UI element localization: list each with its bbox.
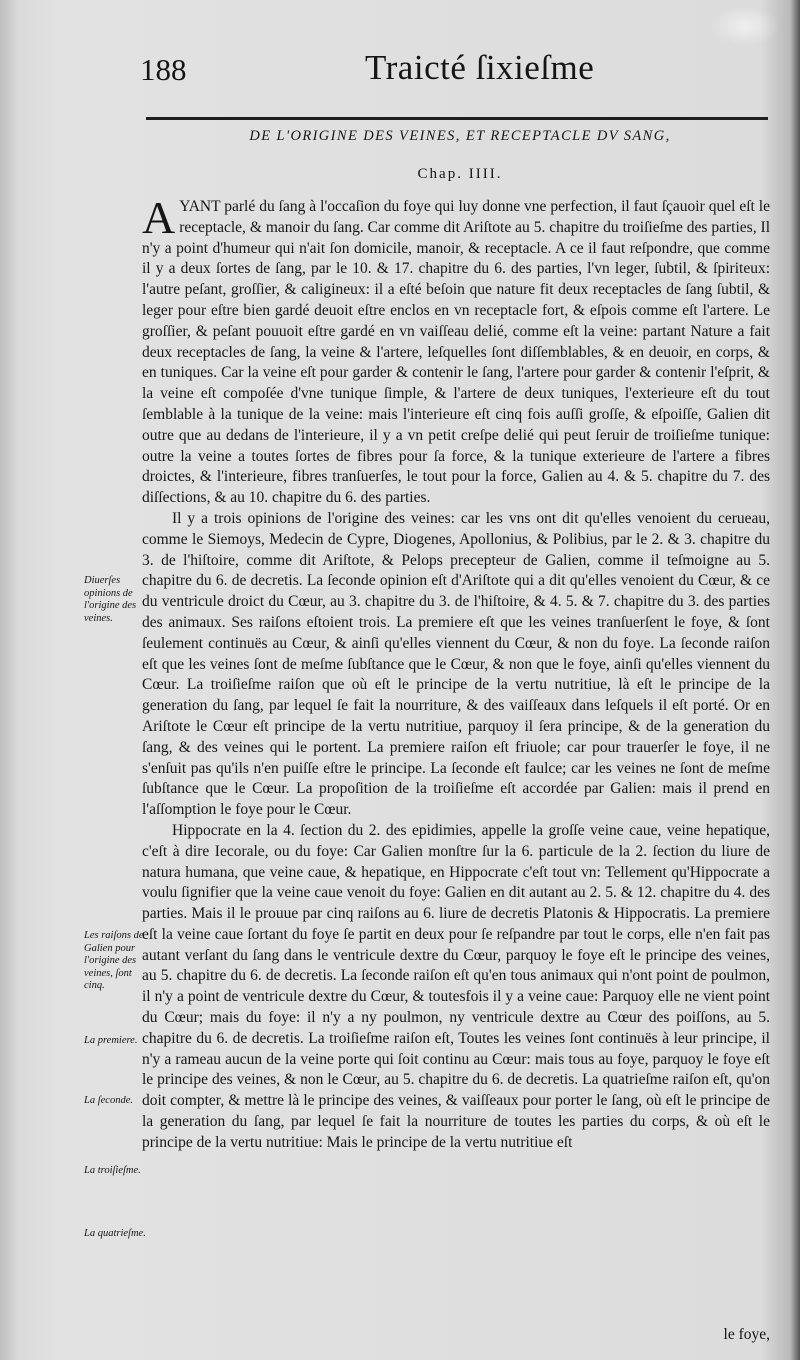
margin-note: La ſeconde. xyxy=(84,1095,133,1106)
chapter-heading: Chap. IIII. xyxy=(417,166,503,182)
paragraph-text: YANT parlé du ſang à l'occaſion du foye qui luy donne vne perfection, il faut ſçauoir quel eſt le receptacle, & manoir du ſang. Car comme dit Ariſtote au 5. chapitre du troiſieſme des parties, Il n'y a point d'humeur qui n'ait ſon domicile, manoir, & receptacle. A ce il faut reſpondre, que comme il y a deux ſortes de ſang, par le 10. & 17. chapitre du 6. des parties, l'vn leger, ſubtil, & ſpiriteux: l'autre peſant, groſſier, & caligineux: il a eſté beſoin que nature fit deux receptacles de ſang ſubtil, & leger pour eſtre bien gardé deuoit eſtre enclos en vn receptacle fort, & eſpois comme eſt l'artere. Le groſſier, & peſant pouuoit eſtre gardé en vn vaiſſeau delié, comme eſt la veine: partant Nature a fait deux receptacles de ſang, la veine & l'artere, leſquelles ſont diſſemblables, & en deuoir, en corps, & en tuniques. Car la veine eſt pour garder & contenir le ſang, l'artere pour garder & contenir l'eſprit, & la veine eſt compoſée d'vne tunique ſimple, & l'artere de deux tuniques, l'exterieure eſt du tout ſemblable à la tunique de la veine: mais l'interieure eſt cinq fois auſſi groſſe, & eſpoiſſe, Galien dit outre que au dedans de l'interieure, il y a vn petit creſpe delié qui peut ſeruir de troiſieſme tunique: outre la veine a toutes ſortes de fibres pour ſa force, & la tunique exterieure de l'artere a fibres droictes, & l'interieure, fibres tranſuerſes, le tout pour la force, Galien au 4. & 5. chapitre du 7. des diſſections, & au 10. chapitre du 6. des parties. xyxy=(142,198,770,507)
paragraph xyxy=(142,192,770,509)
paper-stain xyxy=(710,6,780,46)
section-heading: DE L'ORIGINE DES VEINES, ET RECEPTACLE DV SANG, xyxy=(249,128,671,144)
margin-note: La troiſieſme. xyxy=(84,1165,141,1176)
running-title: Traicté ſixieſme xyxy=(365,48,595,87)
margin-note: Diuerſes opinions de l'origine des veines. xyxy=(84,575,137,624)
page-header xyxy=(140,48,760,102)
paragraph: Il y a trois opinions de l'origine des veines: car les vns ont dit qu'elles venoient du cerueau, comme le Siemoys, Medecin de Cypre, Diogenes, Apollonius, & Polibius, par le 2. & 3. chapitre du 3. de l'hiſtoire, comme dit Ariſtote, & Pelops precepteur de Galien, comme il teſmoigne au 5. chapitre du 6. de decretis. La ſeconde opinion eſt d'Ariſtote qui a dit qu'elles venoient du Cœur, & ce du ventricule droict du Cœur, au 3. chapitre du 3. de l'hiſtoire, & 4. 5. & 7. chapitre du 3. des parties des animaux. Ses raiſons eſtoient trois. La premiere eſt que les veines tranſuerſent le foye, & ſont ſeulement continuës au Cœur, & ainſi qu'elles viennent du Cœur, & non du foye. La ſeconde raiſon eſt que les veines ſont de meſme ſubſtance que le Cœur, & non que le foye, ainſi qu'elles viennent du Cœur. La troiſieſme raiſon que où eſt le principe de la vertu nutritiue, là eſt le principe de la generation du ſang, par lequel ſe fait la nourriture, & des vaiſſeaux dans leſquels il eſt porté. Or en Ariſtote le Cœur eſt principe de la vertu nutritiue, parquoy il ſera principe, & de la generation du ſang, & des veines qui le portent. La premiere raiſon eſt friuole; car pour trauerſer le foye, il ne s'enſuit pas qu'ils n'en puiſſe eſtre le principe. La ſeconde eſt faulce; car les veines ne ſont de meſme ſubſtance que le Cœur. La propoſition de la troiſieſme eſt accordée par Galien: mais il prend en l'aſſomption le foye pour le Cœur. xyxy=(142,509,770,819)
margin-note: La premiere. xyxy=(84,1035,138,1046)
paragraph: Hippocrate en la 4. ſection du 2. des epidimies, appelle la groſſe veine caue, veine hepatique, c'eſt à dire Iecorale, ou du foye: Car Galien monſtre ſur la 6. particule de la 2. ſection du liure de natura humana, que veine caue, & hepatique, en Hippocrate c'eſt tout vn: Tellement qu'Hippocrate a voulu ſignifier que la veine caue venoit du foye: Galien en dit autant au 2. 5. & 12. chapitre du 4. des parties. Mais il le prouue par cinq raiſons au 6. liure de decretis Platonis & Hippocratis. La premiere eſt la veine caue ſortant du foye ſe partit en deux pour ſe reſpandre par tout le corps, elle n'en fait pas autant verſant du ſang dans le ventricule dextre du Cœur, parquoy le foye eſt le principe des veines, au 5. chapitre du 6. de decretis. La ſeconde raiſon eſt qu'en tous animaux qui n'ont point de poulmon, il n'y a point de ventricule dextre du Cœur, & toutesfois il y a veine caue: Parquoy elle ne vient point du Cœur; mais du foye: il n'y a ny poulmon, ny ventricule dextre au Cœur des poiſſons, au 5. chapitre du 6. de decretis. La troiſieſme raiſon eſt, Toutes les veines ſont continuës à leur principe, il n'y a rameau aucun de la veine porte qui ſoit continu au Cœur: mais tous au foye, parquoy le foye eſt le principe des veines, & non le Cœur, au 5. chapitre du 6. de decretis. La quatrieſme raiſon eſt, qu'on doit compter, & mettre là le principe des veines, & vaiſſeaux pour porter le ſang, où eſt le principe de la generation du ſang, par lequel ſe fait la nourriture de toutes les parties du corps, & où eſt le principe de la vertu nutritiue: Mais le principe de la vertu nutritiue eſt xyxy=(142,821,770,1151)
drop-cap: A xyxy=(142,192,176,243)
body-text xyxy=(142,192,770,1154)
margin-note: La quatrieſme. xyxy=(84,1228,146,1239)
header-rule xyxy=(146,117,768,120)
catchword: le foye, xyxy=(723,1326,770,1343)
margin-note: Les raiſons de Galien pour l'origine des veines, ſont cinq. xyxy=(84,930,144,991)
page-number: 188 xyxy=(140,52,187,87)
